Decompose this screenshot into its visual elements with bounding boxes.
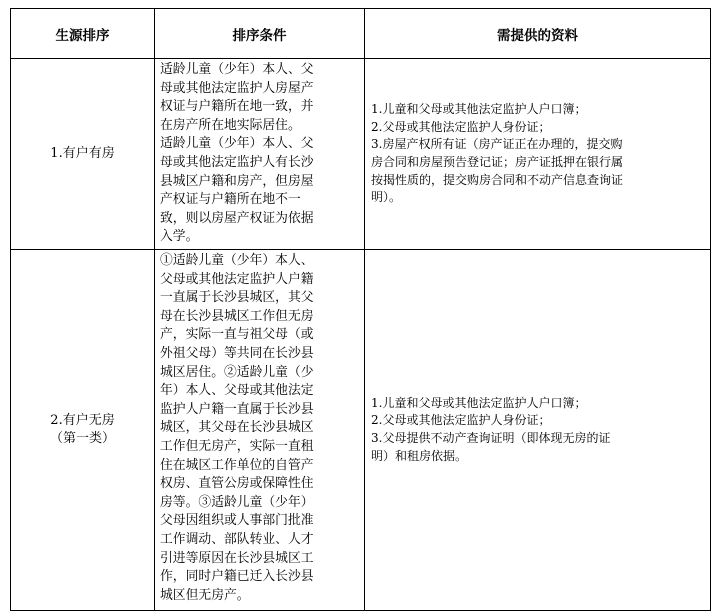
condition-text-line: 房等。③适龄儿童（少年） <box>160 494 314 510</box>
header-conditions: 排序条件 <box>155 9 365 59</box>
table-body <box>11 59 711 611</box>
condition-text-line: 外祖父母）等共同在长沙县 <box>160 345 314 361</box>
condition-text-line: 适龄儿童（少年）本人、父 <box>160 136 314 152</box>
category-label: （第一类） <box>49 431 115 446</box>
condition-text-line: 住在城区工作单位的自管产 <box>160 457 314 473</box>
category-cell <box>11 250 155 611</box>
condition-text-line: 权证与户籍所在地一致，并 <box>160 99 314 115</box>
header-documents: 需提供的资料 <box>365 9 711 59</box>
condition-text-line: 监护人户籍一直属于长沙县 <box>160 401 314 417</box>
condition-text-line: 致，则以房屋产权证为依据 <box>160 210 314 226</box>
enrollment-order-table <box>10 8 711 611</box>
condition-text-line: 产权证与户籍所在地不一 <box>160 192 301 208</box>
condition-text-line: 父母或其他法定监护人户籍 <box>160 271 314 287</box>
document-text-line: 2.父母或其他法定监护人身份证； <box>371 413 551 428</box>
condition-text-line: 城区但无房产。 <box>160 587 250 603</box>
document-text-line: 3.父母提供不动产查询证明（即体现无房的证 <box>371 431 611 445</box>
condition-text-line: 入学。 <box>160 229 199 245</box>
table-row <box>11 59 711 250</box>
condition-text-line: 父母因组织或人事部门批准 <box>160 513 314 529</box>
condition-text-line: 一直属于长沙县城区，其父 <box>160 290 314 306</box>
document-text-line: 2.父母或其他法定监护人身份证； <box>371 119 551 134</box>
condition-text-line: 适龄儿童（少年）本人、父 <box>160 62 314 77</box>
category-label: 2.有户无房 <box>50 413 115 428</box>
condition-text-line: 作，同时户籍已迁入长沙县 <box>160 569 314 585</box>
condition-text-line: 工作但无房产，实际一直租 <box>160 438 314 454</box>
document-text-line: 1.儿童和父母或其他法定监护人户口簿； <box>371 102 587 117</box>
conditions-cell <box>155 250 365 611</box>
condition-text-line: 在房产所在地实际居住。 <box>160 117 301 133</box>
condition-text-line: 城区居住。②适龄儿童（少 <box>160 364 314 380</box>
document-text-line: 房合同和房屋预告登记证；房产证抵押在银行属 <box>371 155 624 169</box>
documents-cell <box>365 59 711 250</box>
conditions-cell <box>155 59 365 250</box>
condition-text-line: 权房、直管公房或保障性住 <box>160 476 314 492</box>
document-text-line: 1.儿童和父母或其他法定监护人户口簿； <box>371 395 587 410</box>
document-text-line: 明）和租房依据。 <box>371 448 468 463</box>
documents-cell <box>365 250 711 611</box>
category-label: 1.有户有房 <box>50 146 115 161</box>
header-category: 生源排序 <box>11 9 155 59</box>
condition-text-line: ①适龄儿童（少年）本人、 <box>160 253 314 268</box>
table-row <box>11 250 711 611</box>
category-cell <box>11 59 155 250</box>
condition-text-line: 城区，其父母在长沙县城区 <box>160 420 314 436</box>
condition-text-line: 母或其他法定监护人房屋产 <box>160 80 314 96</box>
condition-text-line: 年）本人、父母或其他法定 <box>160 383 314 399</box>
condition-text-line: 工作调动、部队转业、人才 <box>160 531 314 547</box>
header-row <box>11 9 711 59</box>
condition-text-line: 母在长沙县城区工作但无房 <box>160 308 314 324</box>
condition-text-line: 引进等原因在长沙县城区工 <box>160 550 314 566</box>
condition-text-line: 产，实际一直与祖父母（或 <box>160 327 314 343</box>
document-text-line: 明）。 <box>371 190 402 205</box>
condition-text-line: 母或其他法定监护人有长沙 <box>160 154 314 170</box>
condition-text-line: 县城区户籍和房产，但房屋 <box>160 173 314 189</box>
document-text-line: 按揭性质的，提交购房合同和不动产信息查询证 <box>371 172 624 187</box>
document-text-line: 3.房屋产权所有证（房产证正在办理的，提交购 <box>371 137 623 152</box>
